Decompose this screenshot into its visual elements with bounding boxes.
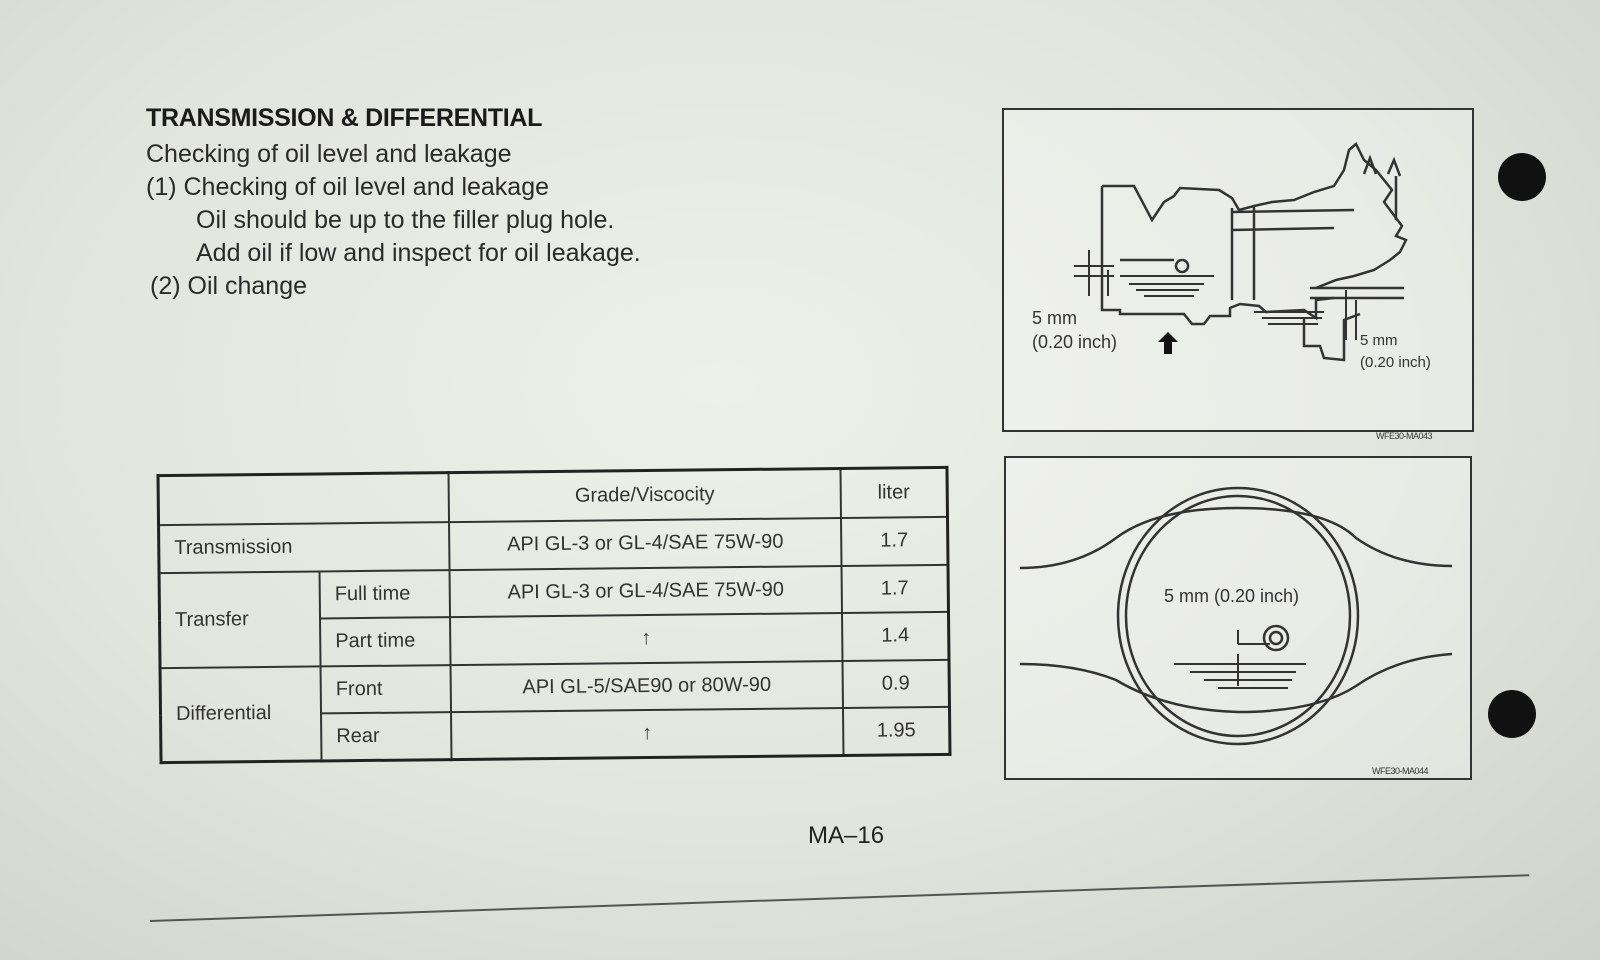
row-group-label: Differential bbox=[160, 666, 321, 763]
step-1-line-1: Oil should be up to the filler plug hole. bbox=[196, 206, 615, 234]
step-1-line-2: Add oil if low and inspect for oil leakage. bbox=[196, 239, 641, 267]
row-grade: API GL-3 or GL-4/SAE 75W-90 bbox=[450, 566, 842, 618]
header-unit: liter bbox=[840, 467, 947, 518]
row-liter: 1.4 bbox=[842, 612, 949, 661]
header-empty-cell bbox=[158, 473, 449, 526]
row-liter: 1.7 bbox=[841, 517, 948, 566]
section-title: TRANSMISSION & DIFFERENTIAL bbox=[146, 104, 543, 132]
table-row bbox=[160, 659, 949, 715]
step-1-title: (1) Checking of oil level and leakage bbox=[146, 173, 550, 201]
fig2-code: WFE30-MA044 bbox=[1372, 766, 1429, 776]
row-grade-ditto: ↑ bbox=[450, 613, 842, 665]
table-row bbox=[159, 517, 948, 573]
row-liter: 1.7 bbox=[841, 564, 948, 613]
binder-hole-icon bbox=[1488, 690, 1536, 738]
fig1-left-label-mm: 5 mm bbox=[1032, 308, 1077, 328]
section-subtitle: Checking of oil level and leakage bbox=[146, 140, 512, 168]
fig1-right-label-inch: (0.20 inch) bbox=[1360, 354, 1431, 371]
row-sub-label: Part time bbox=[320, 617, 450, 666]
row-sub-label: Rear bbox=[321, 712, 451, 761]
header-grade: Grade/Viscocity bbox=[449, 468, 841, 522]
row-sub-label: Full time bbox=[320, 570, 450, 619]
transmission-diagram bbox=[1004, 110, 1472, 430]
oil-spec-table bbox=[157, 466, 952, 764]
row-liter: 1.95 bbox=[843, 707, 950, 756]
row-grade-ditto: ↑ bbox=[451, 708, 843, 760]
fig1-code: WFE30-MA043 bbox=[1376, 431, 1433, 441]
row-grade: API GL-5/SAE90 or 80W-90 bbox=[451, 661, 843, 713]
step-2-title: (2) Oil change bbox=[150, 272, 308, 300]
row-grade: API GL-3 or GL-4/SAE 75W-90 bbox=[449, 518, 841, 570]
transmission-oil-level-figure bbox=[1002, 108, 1474, 432]
fig1-right-label-mm: 5 mm bbox=[1360, 332, 1398, 349]
table-row bbox=[159, 564, 948, 620]
table-header-row bbox=[158, 467, 947, 525]
fig1-left-label-inch: (0.20 inch) bbox=[1032, 332, 1118, 352]
filler-plug-diagram bbox=[1006, 458, 1470, 778]
fig2-label: 5 mm (0.20 inch) bbox=[1164, 586, 1300, 606]
page-edge-line bbox=[150, 874, 1529, 922]
filler-plug-figure bbox=[1004, 456, 1472, 780]
row-sub-label: Front bbox=[321, 665, 451, 714]
binder-hole-icon bbox=[1498, 153, 1546, 201]
row-group-label: Transmission bbox=[159, 522, 450, 573]
page-number: MA–16 bbox=[808, 822, 885, 849]
row-group-label: Transfer bbox=[159, 571, 320, 668]
row-liter: 0.9 bbox=[842, 659, 949, 708]
